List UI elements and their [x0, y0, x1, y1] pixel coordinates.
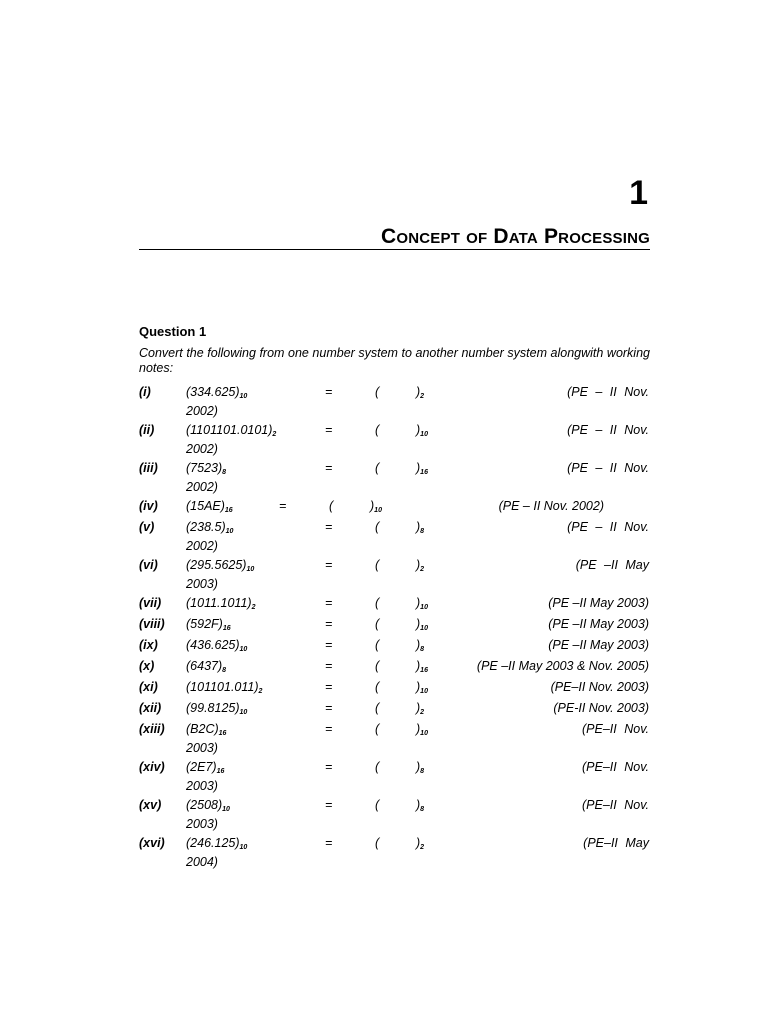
close-paren: ): [416, 520, 421, 534]
item-to-base: 16: [420, 667, 428, 674]
exam-reference: (PE – II Nov. 2002): [498, 499, 604, 513]
close-paren-with-base: [416, 617, 428, 636]
item-from-base: 16: [224, 507, 233, 514]
item-numeral: (xii): [139, 701, 162, 715]
item-ref-continuation: 2003): [186, 577, 218, 591]
item-to-base: 2: [420, 844, 425, 851]
close-paren-with-base: [416, 461, 428, 480]
item-value: (436.625): [186, 638, 240, 652]
item-ref-continuation: 2003): [186, 741, 218, 755]
exam-reference: (PE–II May: [583, 836, 649, 850]
item-value: (238.5): [186, 520, 226, 534]
question-item: [139, 460, 650, 498]
open-paren: (: [375, 638, 380, 652]
item-to-base: 2: [420, 566, 425, 573]
open-paren: (: [375, 836, 380, 850]
close-paren: ): [416, 836, 421, 850]
equals-sign: =: [325, 617, 333, 631]
item-value: (15AE): [186, 499, 225, 513]
item-numeral: (vii): [139, 596, 162, 610]
close-paren: ): [416, 596, 421, 610]
chapter-number: 1: [629, 174, 648, 212]
item-value: (2508): [186, 798, 223, 812]
item-expression: [186, 461, 296, 494]
equals-sign: =: [325, 596, 333, 610]
item-from-base: 2: [272, 431, 277, 438]
equals-sign: =: [325, 798, 333, 812]
open-paren: (: [375, 798, 380, 812]
question-item: [139, 616, 650, 637]
question-item: [139, 759, 650, 797]
equals-sign: =: [325, 461, 333, 475]
exam-reference: (PE –II May 2003): [548, 596, 649, 610]
item-numeral: (v): [139, 520, 155, 534]
question-item: [139, 637, 650, 658]
item-expression: [186, 798, 296, 831]
item-value: (101101.011): [186, 680, 259, 694]
open-paren: (: [329, 499, 334, 513]
exam-reference: (PE –II May: [575, 558, 649, 572]
item-value: (99.8125): [186, 701, 240, 715]
item-expression: [186, 760, 296, 793]
item-from-base: 8: [222, 469, 227, 476]
close-paren: ): [416, 461, 421, 475]
item-expression: [186, 385, 296, 418]
equals-sign: =: [325, 385, 333, 399]
close-paren-with-base: [416, 798, 424, 817]
close-paren-with-base: [416, 760, 424, 779]
item-from-base: 10: [239, 844, 248, 851]
item-value: (592F): [186, 617, 223, 631]
question-item: [139, 519, 650, 557]
item-to-base: 2: [420, 709, 425, 716]
item-ref-continuation: 2004): [186, 855, 218, 869]
question-item: [139, 835, 650, 873]
item-numeral: (xiv): [139, 760, 165, 774]
item-value: (7523): [186, 461, 223, 475]
close-paren: ): [416, 701, 421, 715]
item-from-base: 16: [218, 730, 227, 737]
exam-reference: (PE – II Nov.: [567, 423, 649, 437]
question-item: [139, 658, 650, 679]
open-paren: (: [375, 596, 380, 610]
item-numeral: (ix): [139, 638, 158, 652]
item-from-base: 2: [258, 688, 263, 695]
item-expression: [186, 638, 296, 657]
item-to-base: 16: [420, 469, 428, 476]
close-paren-with-base: [416, 423, 428, 442]
chapter-title: Concept of Data Processing: [381, 225, 650, 248]
question-item: [139, 595, 650, 616]
close-paren: ): [416, 722, 421, 736]
item-ref-continuation: 2002): [186, 442, 218, 456]
item-from-base: 10: [239, 709, 248, 716]
item-ref-continuation: 2002): [186, 404, 218, 418]
item-numeral: (xiii): [139, 722, 165, 736]
question-item: [139, 498, 650, 519]
close-paren: ): [416, 617, 421, 631]
item-to-base: 8: [420, 528, 425, 535]
item-from-base: 10: [246, 566, 255, 573]
item-numeral: (xvi): [139, 836, 165, 850]
item-ref-continuation: 2002): [186, 480, 218, 494]
close-paren: ): [416, 638, 421, 652]
exam-reference: (PE – II Nov.: [567, 385, 649, 399]
equals-sign: =: [325, 836, 333, 850]
item-value: (B2C): [186, 722, 219, 736]
item-numeral: (x): [139, 659, 155, 673]
item-numeral: (iv): [139, 499, 158, 513]
item-to-base: 10: [420, 688, 428, 695]
item-ref-continuation: 2002): [186, 539, 218, 553]
item-expression: [186, 520, 296, 553]
close-paren: ): [416, 558, 421, 572]
question-item: [139, 721, 650, 759]
item-from-base: 10: [239, 646, 248, 653]
item-to-base: 8: [420, 806, 425, 813]
open-paren: (: [375, 461, 380, 475]
open-paren: (: [375, 760, 380, 774]
equals-sign: =: [325, 701, 333, 715]
exam-reference: (PE-II Nov. 2003): [553, 701, 649, 715]
item-numeral: (i): [139, 385, 151, 399]
question-item: [139, 557, 650, 595]
open-paren: (: [375, 558, 380, 572]
close-paren: ): [416, 760, 421, 774]
item-from-base: 16: [216, 768, 225, 775]
question-list: [139, 384, 650, 873]
item-to-base: 10: [374, 507, 382, 514]
question-item: [139, 422, 650, 460]
equals-sign: =: [325, 680, 333, 694]
open-paren: (: [375, 722, 380, 736]
question-item: [139, 679, 650, 700]
close-paren-with-base: [416, 385, 424, 404]
item-from-base: 8: [222, 667, 227, 674]
item-value: (2E7): [186, 760, 217, 774]
item-from-base: 10: [225, 528, 234, 535]
question-item: [139, 797, 650, 835]
question-heading: Question 1: [139, 324, 207, 339]
close-paren-with-base: [370, 499, 382, 518]
equals-sign: =: [325, 659, 333, 673]
item-value: (1101101.0101): [186, 423, 273, 437]
exam-reference: (PE – II Nov.: [567, 520, 649, 534]
close-paren-with-base: [416, 680, 428, 699]
question-item: [139, 384, 650, 422]
open-paren: (: [375, 617, 380, 631]
exam-reference: (PE – II Nov.: [567, 461, 649, 475]
item-to-base: 10: [420, 625, 428, 632]
item-numeral: (ii): [139, 423, 155, 437]
close-paren-with-base: [416, 596, 428, 615]
exam-reference: (PE –II May 2003): [548, 617, 649, 631]
close-paren-with-base: [416, 558, 424, 577]
close-paren-with-base: [416, 638, 424, 657]
equals-sign: =: [279, 499, 287, 513]
item-to-base: 10: [420, 730, 428, 737]
close-paren-with-base: [416, 836, 424, 855]
item-expression: [186, 659, 296, 678]
item-value: (334.625): [186, 385, 240, 399]
exam-reference: (PE –II May 2003 & Nov. 2005): [476, 659, 649, 673]
question-item: [139, 700, 650, 721]
equals-sign: =: [325, 423, 333, 437]
close-paren: ): [416, 385, 421, 399]
item-expression: [186, 836, 296, 869]
close-paren: ): [416, 423, 421, 437]
close-paren-with-base: [416, 520, 424, 539]
open-paren: (: [375, 701, 380, 715]
exam-reference: (PE –II May 2003): [548, 638, 649, 652]
close-paren-with-base: [416, 659, 428, 678]
item-from-base: 10: [239, 393, 248, 400]
exam-reference: (PE–II Nov.: [582, 760, 649, 774]
item-to-base: 2: [420, 393, 425, 400]
item-numeral: (iii): [139, 461, 158, 475]
item-value: (6437): [186, 659, 223, 673]
item-ref-continuation: 2003): [186, 779, 218, 793]
item-expression: [186, 596, 296, 615]
title-rule: [139, 249, 650, 250]
item-value: (1011.1011): [186, 596, 252, 610]
close-paren-with-base: [416, 722, 428, 741]
item-to-base: 10: [420, 431, 428, 438]
item-value: (295.5625): [186, 558, 247, 572]
open-paren: (: [375, 659, 380, 673]
item-to-base: 10: [420, 604, 428, 611]
item-numeral: (xi): [139, 680, 158, 694]
equals-sign: =: [325, 558, 333, 572]
close-paren-with-base: [416, 701, 424, 720]
open-paren: (: [375, 520, 380, 534]
exam-reference: (PE–II Nov.: [582, 722, 649, 736]
equals-sign: =: [325, 722, 333, 736]
item-numeral: (vi): [139, 558, 158, 572]
item-to-base: 8: [420, 646, 425, 653]
close-paren: ): [370, 499, 375, 513]
open-paren: (: [375, 680, 380, 694]
item-ref-continuation: 2003): [186, 817, 218, 831]
item-numeral: (viii): [139, 617, 165, 631]
item-expression: [186, 701, 296, 720]
item-expression: [186, 617, 296, 636]
equals-sign: =: [325, 638, 333, 652]
item-from-base: 16: [222, 625, 231, 632]
item-value: (246.125): [186, 836, 240, 850]
item-from-base: 2: [251, 604, 256, 611]
close-paren: ): [416, 659, 421, 673]
item-numeral: (xv): [139, 798, 162, 812]
close-paren: ): [416, 798, 421, 812]
exam-reference: (PE–II Nov. 2003): [550, 680, 649, 694]
equals-sign: =: [325, 760, 333, 774]
item-expression: [186, 680, 296, 699]
item-to-base: 8: [420, 768, 425, 775]
open-paren: (: [375, 423, 380, 437]
item-expression: [186, 423, 296, 456]
open-paren: (: [375, 385, 380, 399]
equals-sign: =: [325, 520, 333, 534]
question-instructions: Convert the following from one number system to another number system alongwith working notes:: [139, 346, 650, 375]
item-expression: [186, 722, 296, 755]
exam-reference: (PE–II Nov.: [582, 798, 649, 812]
close-paren: ): [416, 680, 421, 694]
item-expression: [186, 558, 296, 591]
item-from-base: 10: [222, 806, 230, 813]
